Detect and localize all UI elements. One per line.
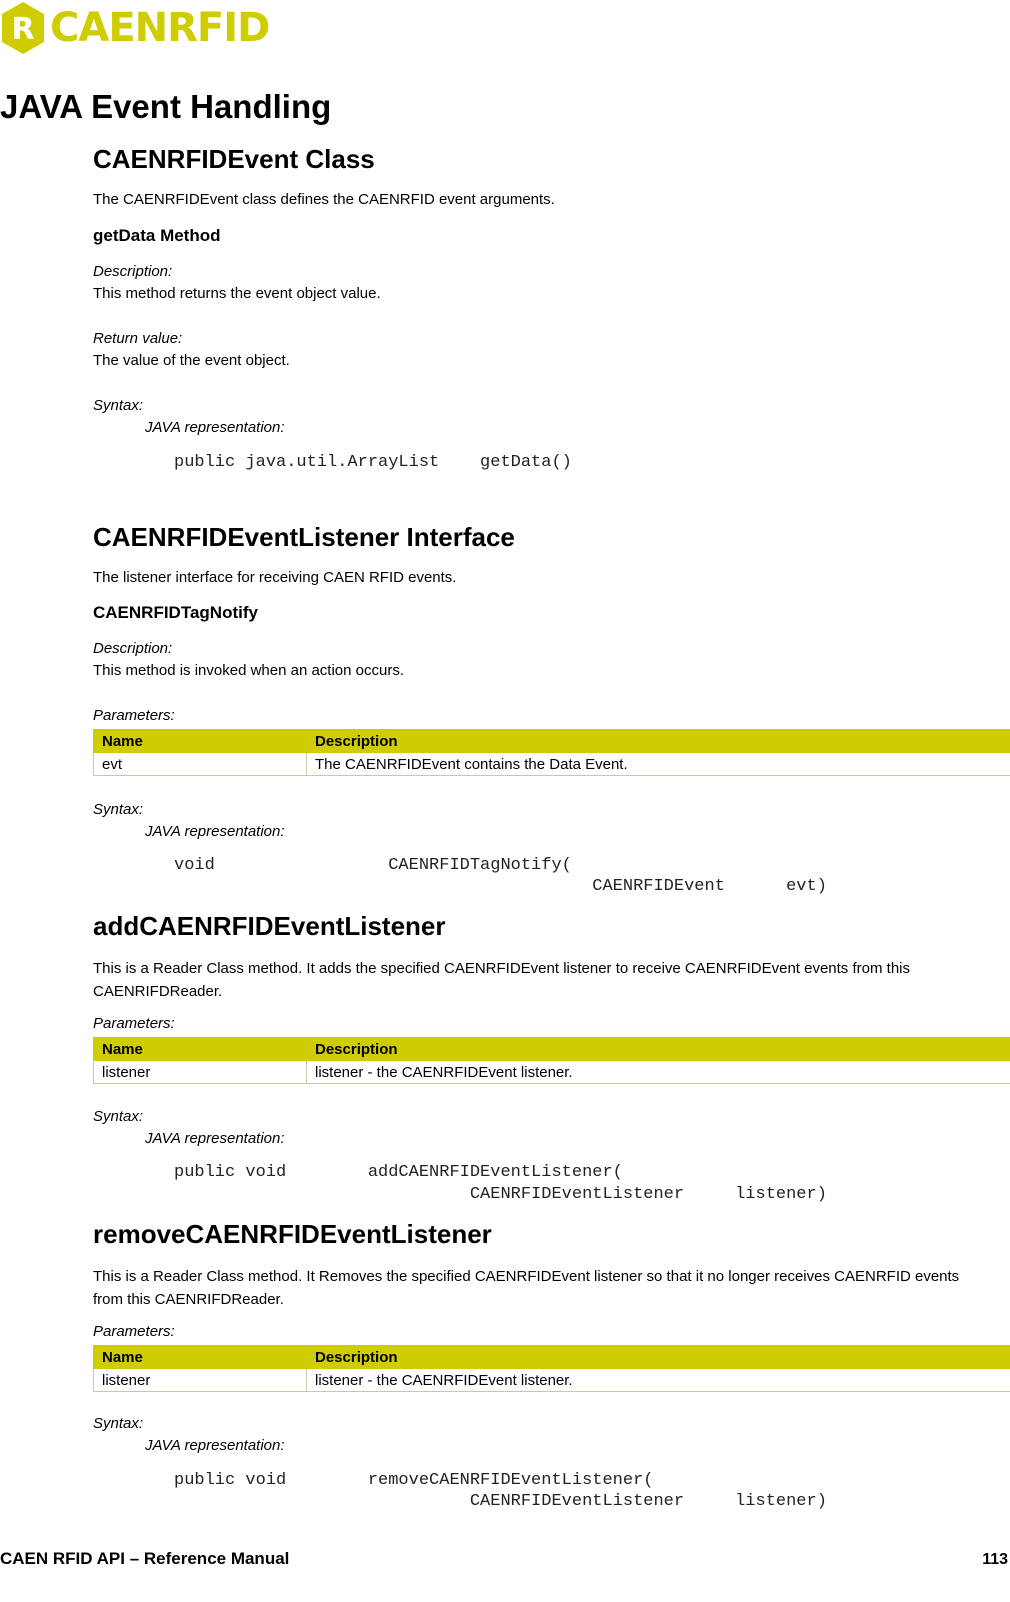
svg-text:R: R: [11, 12, 35, 47]
parameters-table: [93, 1345, 1010, 1392]
footer-doc-title: CAEN RFID API – Reference Manual: [0, 1549, 290, 1568]
syntax-label: Syntax:: [93, 1415, 144, 1432]
table-header-row: [94, 1038, 1010, 1061]
method-heading: getData Method: [93, 226, 221, 245]
table-header-row: [94, 730, 1010, 753]
section-intro: The listener interface for receiving CAEN RFID events.: [93, 569, 457, 586]
column-header-description: Description: [307, 730, 1010, 753]
section-heading-listener-interface: CAENRFIDEventListener Interface: [93, 522, 515, 552]
page-title: JAVA Event Handling: [0, 88, 332, 125]
code-line: CAENRFIDEventListener listener): [174, 1492, 827, 1511]
code-line: public void addCAENRFIDEventListener(: [174, 1163, 623, 1182]
param-description: The CAENRFIDEvent contains the Data Event.: [307, 753, 1010, 776]
section-intro: This is a Reader Class method. It adds the specified CAENRFIDEvent listener to receive CAENRFIDEvent events from this CAENRIFDReader.: [93, 960, 910, 1000]
column-header-description: Description: [307, 1346, 1010, 1369]
section-heading-remove-listener: removeCAENRFIDEventListener: [93, 1219, 492, 1249]
code-line: void CAENRFIDTagNotify(: [174, 856, 572, 875]
description-label: Description:: [93, 263, 173, 280]
syntax-label: Syntax:: [93, 801, 144, 818]
parameters-label: Parameters:: [93, 1323, 175, 1340]
section-intro: This is a Reader Class method. It Removes the specified CAENRFIDEvent listener so that it no longer receives CAENRFID events from this CAENRIFDReader.: [93, 1268, 960, 1308]
param-description: listener - the CAENRFIDEvent listener.: [307, 1061, 1010, 1084]
return-text: The value of the event object.: [93, 352, 290, 369]
column-header-name: Name: [94, 730, 307, 753]
syntax-label: Syntax:: [93, 1108, 144, 1125]
java-representation-label: JAVA representation:: [145, 823, 285, 840]
code-line: CAENRFIDEvent evt): [174, 877, 827, 896]
table-row: [94, 1061, 1010, 1084]
column-header-name: Name: [94, 1038, 307, 1061]
description-text: This method returns the event object value.: [93, 285, 381, 302]
param-name: evt: [94, 753, 307, 776]
java-representation-label: JAVA representation:: [145, 1437, 285, 1454]
param-name: listener: [94, 1369, 307, 1392]
code-line: public void removeCAENRFIDEventListener(: [174, 1471, 654, 1490]
table-row: [94, 1369, 1010, 1392]
java-representation-label: JAVA representation:: [145, 419, 285, 436]
section-heading-event-class: CAENRFIDEvent Class: [93, 144, 375, 174]
logo-text: CAENRFID: [50, 5, 270, 51]
code-line: CAENRFIDEventListener listener): [174, 1185, 827, 1204]
method-heading: CAENRFIDTagNotify: [93, 603, 258, 622]
brand-logo: [0, 0, 269, 56]
footer-page-number: 113: [982, 1551, 1008, 1568]
parameters-table: [93, 1037, 1010, 1084]
param-name: listener: [94, 1061, 307, 1084]
java-representation-label: JAVA representation:: [145, 1130, 285, 1147]
caenrfid-logo-icon: [0, 1, 46, 55]
parameters-label: Parameters:: [93, 1015, 175, 1032]
table-header-row: [94, 1346, 1010, 1369]
parameters-table: [93, 729, 1010, 776]
syntax-label: Syntax:: [93, 397, 144, 414]
code-line: public java.util.ArrayList getData(): [174, 453, 572, 472]
param-description: listener - the CAENRFIDEvent listener.: [307, 1369, 1010, 1392]
section-heading-add-listener: addCAENRFIDEventListener: [93, 911, 446, 941]
column-header-description: Description: [307, 1038, 1010, 1061]
description-text: This method is invoked when an action occurs.: [93, 662, 404, 679]
column-header-name: Name: [94, 1346, 307, 1369]
table-row: [94, 753, 1010, 776]
return-label: Return value:: [93, 330, 183, 347]
description-label: Description:: [93, 640, 173, 657]
parameters-label: Parameters:: [93, 707, 175, 724]
section-intro: The CAENRFIDEvent class defines the CAENRFID event arguments.: [93, 191, 555, 208]
